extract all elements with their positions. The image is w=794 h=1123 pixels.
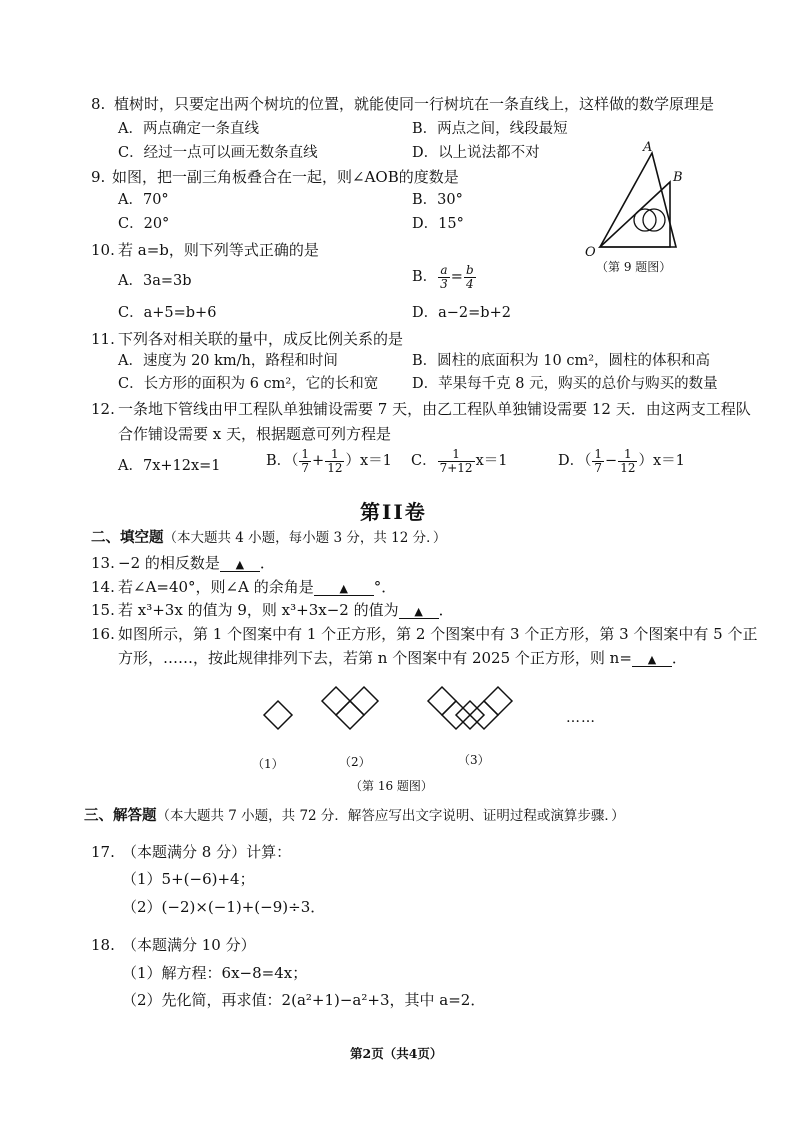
q18-number: 18. [91,936,115,954]
q12-option-a: A．7x+12x=1 [118,458,221,474]
q9-label-o: O [585,245,596,260]
q11-number: 11. [91,330,115,348]
q15-answer-blank[interactable]: ▲ [399,605,439,619]
q16-answer-blank[interactable]: ▲ [632,653,672,667]
q13-text: −2 的相反数是 ▲ ． [118,554,275,572]
q8-stem: 植树时，只要定出两个树坑的位置，就能使同一行树坑在一条直线上，这样做的数学原理是 [114,95,715,113]
q9-label-b: B [673,170,683,185]
q9-option-a: A．70° [118,192,169,208]
q13-answer-blank[interactable]: ▲ [220,558,260,572]
q16-label-3: （3） [458,753,490,767]
q9-option-d: D．15° [412,216,464,232]
q14-number: 14. [91,578,115,596]
q13-number: 13. [91,554,115,572]
q11-option-a: A．速度为 20 km/h，路程和时间 [118,353,338,369]
q8-option-c: C．经过一点可以画无数条直线 [118,145,318,161]
q17-header: （本题满分 8 分）计算： [122,843,292,861]
q12-option-c: C． $\frac{1}{7+12}$ x＝1 [411,447,508,475]
page-footer: 第2页（共4页） [350,1046,443,1061]
q18-header: （本题满分 10 分） [122,936,256,954]
q16-number: 16. [91,625,115,643]
q8-option-d: D．以上说法都不对 [412,145,540,161]
q14-answer-blank[interactable]: ▲ [314,582,374,596]
q11-option-c: C．长方形的面积为 6 cm²，它的长和宽 [118,376,379,392]
q10-option-d: D．a−2=b+2 [412,305,511,321]
q9-number: 9. [91,168,106,186]
q10-stem: 若 a=b，则下列等式正确的是 [118,241,319,259]
q9-option-b: B．30° [412,192,463,208]
q15-text: 若 x³+3x 的值为 9，则 x³+3x−2 的值为 ▲ ． [118,601,454,619]
q9-figure-caption: （第 9 题图） [596,260,672,274]
q9-triangle-figure [590,140,700,255]
q11-option-b: B．圆柱的底面积为 10 cm²，圆柱的体积和高 [412,353,711,369]
q16-line2: 方形，……，按此规律排列下去，若第 n 个图案中有 2025 个正方形，则 n= ▲ ． [118,649,687,667]
q12-stem-line2: 合作铺设需要 x 天，根据题意可列方程是 [118,425,391,443]
q8-number: 8. [91,95,106,113]
q17-number: 17. [91,843,115,861]
q11-stem: 下列各对相关联的量中，成反比例关系的是 [118,330,404,348]
section-three-header: 三、解答题（本大题共 7 小题，共 72 分．解答应写出文字说明、证明过程或演算步骤．） [84,807,625,824]
q16-square-pattern-figure [240,680,620,750]
q17-part-2: （2）(−2)×(−1)+(−9)÷3． [122,898,326,916]
part-two-title: 第II卷 [360,500,427,524]
q16-line1: 如图所示，第 1 个图案中有 1 个正方形，第 2 个图案中有 3 个正方形，第 3 个图案中有 5 个正 [118,625,758,643]
q12-option-b: B．（ $\frac{1}{7}$ + $\frac{1}{12}$ ）x＝1 [266,447,392,475]
q10-option-c: C．a+5=b+6 [118,305,217,321]
q17-part-1: （1）5+(−6)+4； [122,870,255,888]
q8-option-b: B．两点之间，线段最短 [412,121,568,137]
q12-stem-line1: 一条地下管线由甲工程队单独铺设需要 7 天，由乙工程队单独铺设需要 12 天．由这两支工程队 [118,400,751,418]
q16-ellipsis: …… [566,710,596,726]
q16-label-1: （1） [252,757,284,771]
q12-number: 12. [91,400,115,418]
q12-option-d: D．（ $\frac{1}{7}$ − $\frac{1}{12}$ ）x＝1 [558,447,685,475]
q18-part-1: （1）解方程：6x−8=4x； [122,964,308,982]
q10-option-b: B． $\frac{a}{3}$ = $\frac{b}{4}$ [412,263,474,291]
q14-text: 若∠A=40°，则∠A 的余角是 ▲ °． [118,578,397,596]
q9-stem: 如图，把一副三角板叠合在一起，则∠AOB的度数是 [112,168,459,186]
q9-label-a: A [643,140,653,155]
q18-part-2: （2）先化简，再求值：2(a²+1)−a²+3，其中 a=2． [122,991,486,1009]
q9-option-c: C．20° [118,216,170,232]
section-two-header: 二、填空题（本大题共 4 小题，每小题 3 分，共 12 分．） [91,529,447,546]
q11-option-d: D．苹果每千克 8 元，购买的总价与购买的数量 [412,376,718,392]
q16-label-2: （2） [339,755,371,769]
q10-number: 10. [91,241,115,259]
q10-option-a: A．3a=3b [118,273,192,289]
q15-number: 15. [91,601,115,619]
q16-figure-caption: （第 16 题图） [350,779,433,793]
q8-option-a: A．两点确定一条直线 [118,121,259,137]
